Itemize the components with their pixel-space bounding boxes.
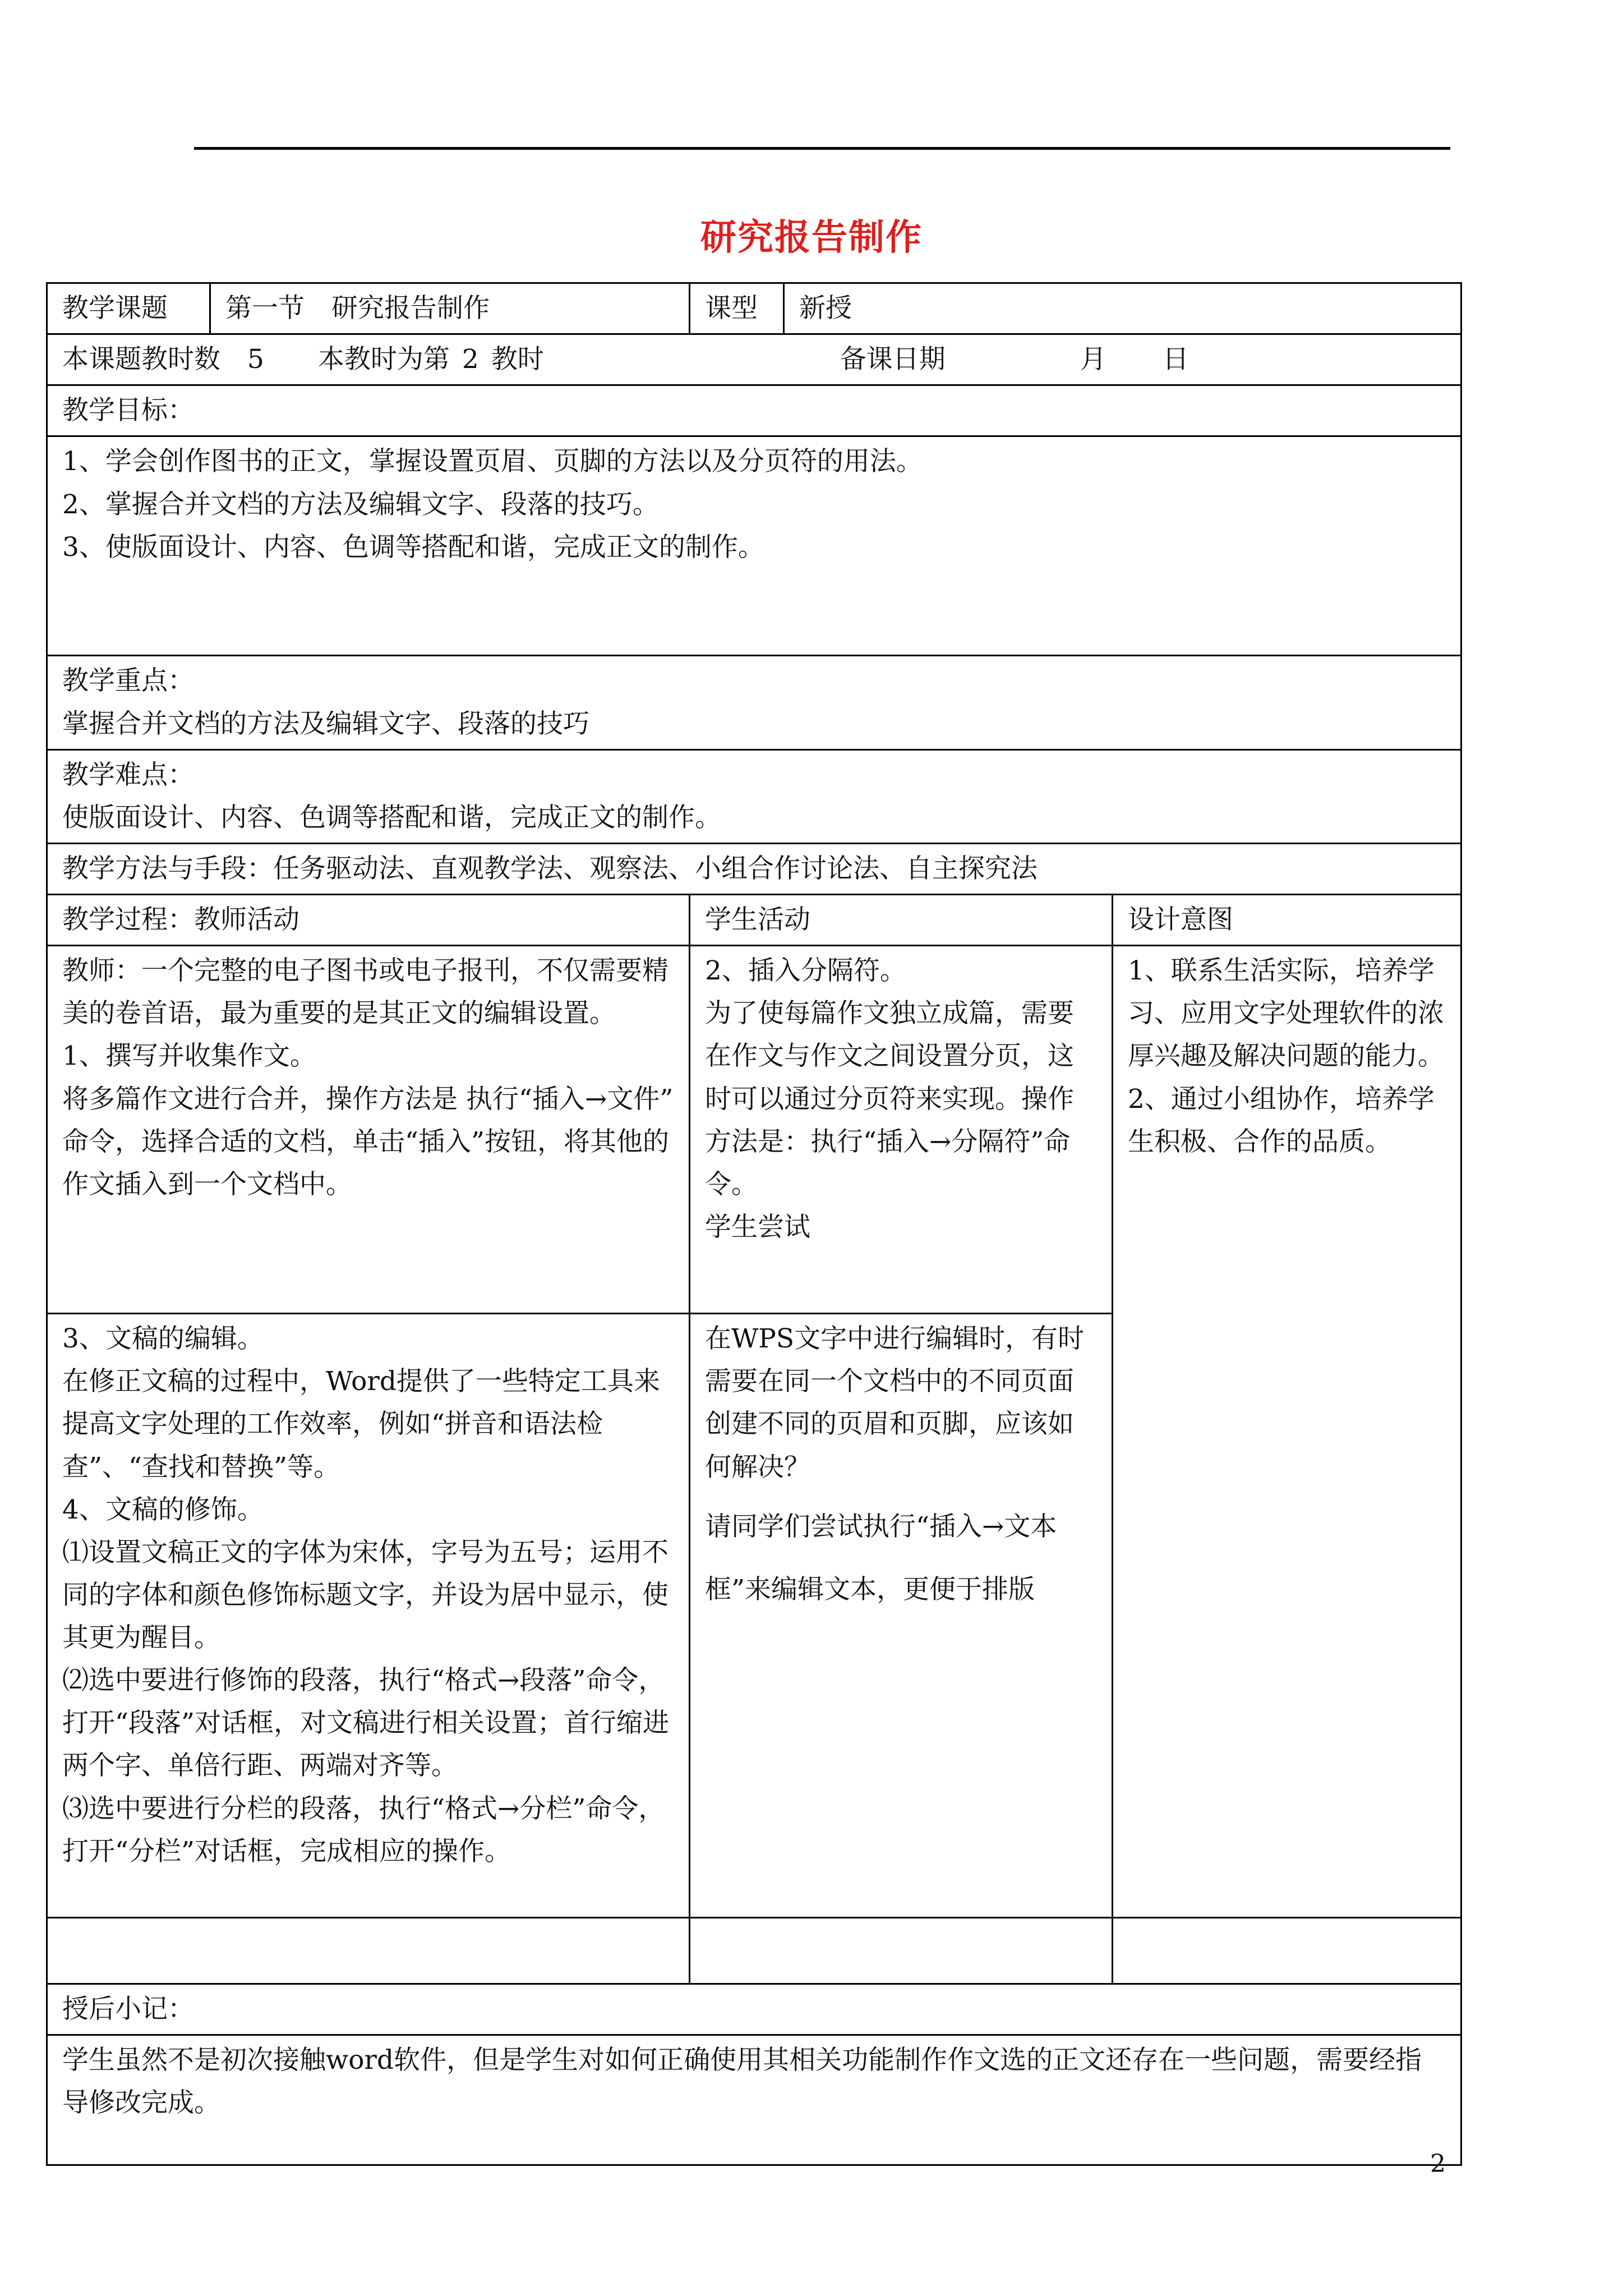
periods-row: [47, 334, 1461, 385]
reflection-row: [47, 2035, 1461, 2165]
student-activity-2: [690, 1314, 1113, 1918]
student-paragraph: 请同学们尝试执行“插入→文本框”来编辑文本，更便于排版: [705, 1511, 1057, 1605]
subject-label: 教学课题: [47, 283, 210, 334]
objectives-row: [47, 436, 1461, 656]
empty-row: [47, 1918, 1461, 1984]
objective-item: 2、掌握合并文档的方法及编辑文字、段落的技巧。: [62, 489, 659, 520]
teacher-paragraph: 在修正文稿的过程中，Word提供了一些特定工具来提高文字处理的工作效率，例如“拼音和语法检查”、“查找和替换”等。: [62, 1366, 660, 1483]
subject-cell: [210, 283, 690, 334]
design-intent: [1113, 946, 1461, 1918]
reflection-label: 授后小记：: [47, 1984, 1461, 2035]
key-points-text: 掌握合并文档的方法及编辑文字、段落的技巧: [62, 708, 589, 739]
month-label: 月: [1080, 344, 1106, 375]
process-header-row: [47, 895, 1461, 946]
objective-item: 3、使版面设计、内容、色调等搭配和谐，完成正文的制作。: [62, 531, 764, 563]
difficulties-text: 使版面设计、内容、色调等搭配和谐，完成正文的制作。: [62, 802, 721, 833]
key-points-row: [47, 656, 1461, 749]
difficulties-row: [47, 749, 1461, 843]
key-points-label: 教学重点：: [62, 665, 194, 697]
reflection-text: 学生虽然不是初次接触word软件，但是学生对如何正确使用其相关功能制作作文选的正文还存在一些问题，需要经指导修改完成。: [47, 2035, 1461, 2165]
student-paragraph: 为了使每篇作文独立成篇，需要在作文与作文之间设置分页，这时可以通过分页符来实现。操作方法是：执行“插入→分隔符”命令。: [705, 998, 1074, 1200]
key-points-cell: [47, 656, 1461, 749]
process-row-1: [47, 946, 1461, 1314]
teacher-paragraph: 1、撰写并收集作文。: [62, 1041, 316, 1072]
student-paragraph: 学生尝试: [705, 1211, 810, 1243]
lesson-plan-table: [46, 282, 1462, 2166]
current-period-suffix: 教时: [491, 344, 544, 375]
teacher-paragraph: 3、文稿的编辑。: [62, 1323, 264, 1355]
teacher-paragraph: ⑶选中要进行分栏的段落，执行“格式→分栏”命令，打开“分栏”对话框，完成相应的操作。: [62, 1793, 665, 1867]
day-label: 日: [1162, 344, 1189, 375]
teacher-paragraph: ⑴设置文稿正文的字体为宋体，字号为五号；运用不同的字体和颜色修饰标题文字，并设为居中显示，使其更为醒目。: [62, 1536, 668, 1653]
student-activity-1: [690, 946, 1113, 1314]
document-title: 研究报告制作: [700, 217, 923, 259]
teacher-paragraph: 4、文稿的修饰。: [62, 1494, 264, 1525]
objectives-label: 教学目标：: [47, 385, 1461, 436]
teacher-activity-2: [47, 1314, 690, 1918]
teacher-paragraph: 将多篇作文进行合并，操作方法是 执行“插入→文件” 命令，选择合适的文档，单击“插入”按钮，将其他的作文插入到一个文档中。: [62, 1083, 674, 1200]
type-value: 新授: [784, 283, 1461, 334]
difficulties-label: 教学难点：: [62, 759, 194, 790]
difficulties-cell: [47, 749, 1461, 843]
design-paragraph: 1、联系生活实际，培养学习、应用文字处理软件的浓厚兴趣及解决问题的能力。: [1128, 955, 1444, 1072]
objectives-label-row: [47, 385, 1461, 436]
methods-row: [47, 843, 1461, 894]
subject-name: 研究报告制作: [331, 293, 490, 324]
type-label: 课型: [690, 283, 784, 334]
total-periods-label: 本课题教时数: [62, 344, 220, 375]
periods-cell: [47, 334, 1461, 385]
header-rule: [194, 147, 1450, 150]
teacher-activity-1: [47, 946, 690, 1314]
teacher-paragraph: 教师：一个完整的电子图书或电子报刊，不仅需要精美的卷首语，最为重要的是其正文的编辑设置。: [62, 955, 668, 1029]
empty-cell: [1113, 1918, 1461, 1984]
design-paragraph: 2、通过小组协作，培养学生积极、合作的品质。: [1128, 1083, 1435, 1157]
total-periods-value: 5: [247, 344, 264, 375]
section-number: 第一节: [225, 293, 305, 324]
student-paragraph: 2、插入分隔符。: [705, 955, 906, 987]
methods-text: 教学方法与手段：任务驱动法、直观教学法、观察法、小组合作讨论法、自主探究法: [47, 843, 1461, 894]
empty-cell: [690, 1918, 1113, 1984]
student-activity-header: 学生活动: [690, 895, 1113, 946]
teacher-activity-header: 教学过程：教师活动: [47, 895, 690, 946]
objective-item: 1、学会创作图书的正文，掌握设置页眉、页脚的方法以及分页符的用法。: [62, 446, 923, 477]
current-period-number: 2: [462, 344, 479, 375]
empty-cell: [47, 1918, 690, 1984]
page-number: 2: [1430, 2150, 1446, 2178]
current-period-prefix: 本教时为第: [317, 344, 450, 375]
student-paragraph: 在WPS文字中进行编辑时，有时需要在同一个文档中的不同页面创建不同的页眉和页脚，应该如何解决？: [705, 1323, 1085, 1483]
teacher-paragraph: ⑵选中要进行修饰的段落，执行“格式→段落”命令，打开“段落”对话框，对文稿进行相关设置；首行缩进两个字、单倍行距、两端对齐等。: [62, 1665, 670, 1782]
design-intent-header: 设计意图: [1113, 895, 1461, 946]
prep-date-label: 备课日期: [840, 344, 946, 375]
subject-row: [47, 283, 1461, 334]
objectives-list: [47, 436, 1461, 656]
reflection-label-row: [47, 1984, 1461, 2035]
